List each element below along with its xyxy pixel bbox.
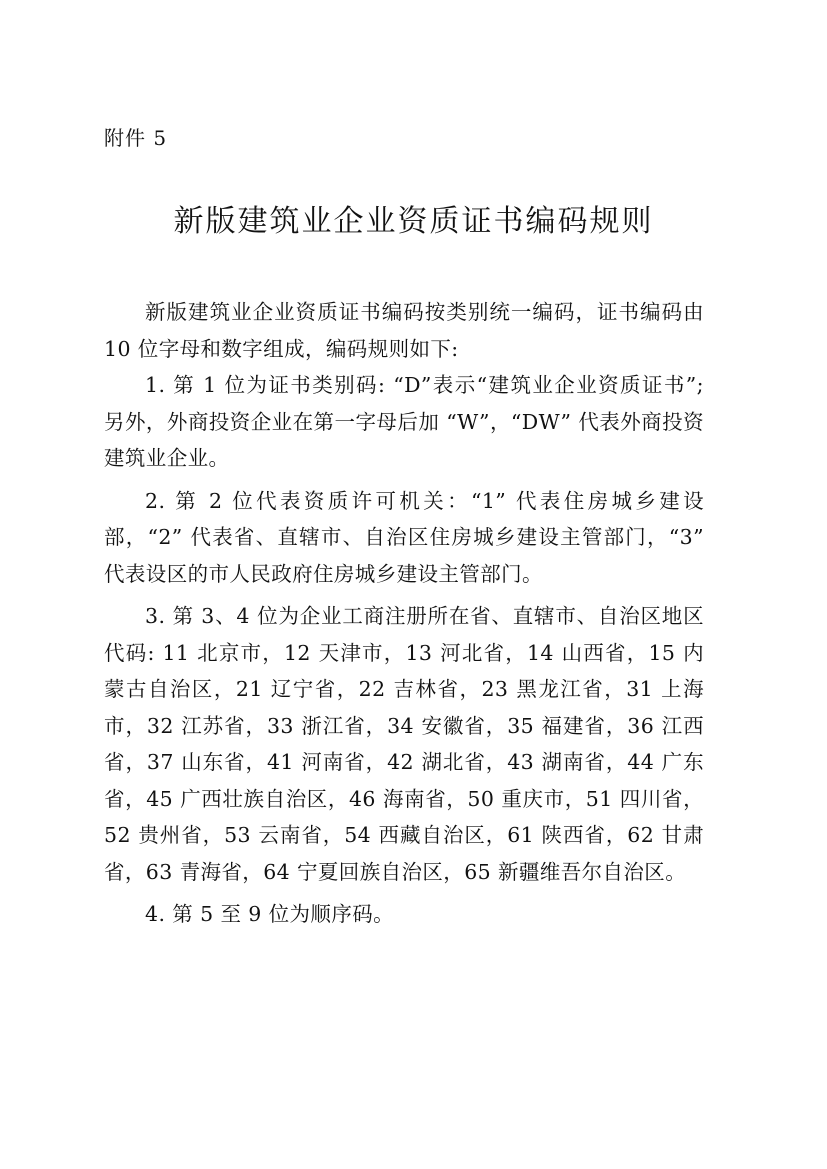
rule-3-paragraph: 3. 第 3、4 位为企业工商注册所在省、直辖市、自治区地区代码: 11 北京市，12 天津市，13 河北省，14 山西省，15 内蒙古自治区，21 辽宁省，22 吉林省，23 黑龙江省，31 上海市，32 江苏省，33 浙江省，34 安徽省，35 福建省，36 江西省，37 山东省，41 河南省，42 湖北省，43 湖南省，44 广东省，45 广西壮族自治区，46 海南省，50 重庆市，51 四川省，52 贵州省，53 云南省，54 西藏自治区，61 陕西省，62 甘肃省，63 青海省，64 宁夏回族自治区，65 新疆维吾尔自治区。 (104, 604, 704, 884)
document-title: 新版建筑业企业资质证书编码规则 (173, 204, 654, 239)
intro-paragraph: 新版建筑业企业资质证书编码按类别统一编码，证书编码由 10 位字母和数字组成，编码规则如下: (104, 300, 704, 361)
attachment-label: 附件 5 (104, 126, 168, 150)
rule-1-paragraph: 1. 第 1 位为证书类别码: “D”表示“建筑业企业资质证书”; 另外，外商投资企业在第一字母后加 “W”，“DW” 代表外商投资建筑业企业。 (104, 373, 704, 470)
document-body (104, 294, 704, 933)
rule-4-paragraph: 4. 第 5 至 9 位为顺序码。 (145, 902, 395, 926)
rule-2-paragraph: 2. 第 2 位代表资质许可机关：“1” 代表住房城乡建设部，“2” 代表省、直辖市、自治区住房城乡建设主管部门，“3” 代表设区的市人民政府住房城乡建设主管部门。 (104, 488, 704, 586)
